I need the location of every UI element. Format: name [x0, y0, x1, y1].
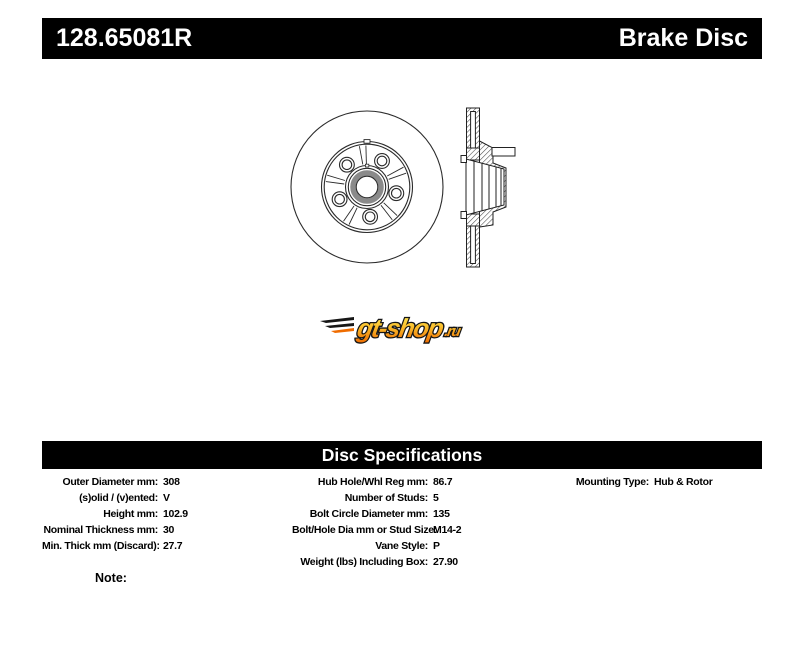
spec-row [42, 538, 292, 554]
spec-row [292, 490, 562, 506]
brake-disc-front-view-icon [291, 111, 443, 263]
spec-row [42, 490, 292, 506]
spec-label: Height mm: [103, 508, 158, 520]
spec-value: 86.7 [433, 476, 453, 488]
note-label: Note: [95, 571, 127, 585]
spec-label: Bolt Circle Diameter mm: [309, 508, 428, 520]
spec-row [292, 522, 562, 538]
header-bar [42, 18, 762, 59]
technical-drawing [280, 95, 540, 285]
spec-row [292, 474, 562, 490]
spec-value: 135 [433, 508, 450, 520]
product-type-title: Brake Disc [618, 24, 748, 52]
part-number: 128.65081R [56, 24, 193, 52]
spec-label: Mounting Type: [575, 476, 649, 488]
spec-label: Hub Hole/Whl Reg mm: [317, 476, 428, 488]
spec-row [42, 506, 292, 522]
spec-label: (s)olid / (v)ented: [79, 492, 158, 504]
spec-row [42, 522, 292, 538]
spec-value: P [433, 540, 440, 552]
brake-disc-side-view-icon [461, 108, 515, 267]
spec-value: 27.7 [163, 540, 183, 552]
spec-label: Bolt/Hole Dia mm or Stud Size: [292, 524, 438, 536]
speed-lines-icon [320, 317, 354, 333]
spec-section-header [42, 441, 762, 469]
spec-label: Min. Thick mm (Discard): [42, 540, 160, 552]
spec-value: V [163, 492, 170, 504]
spec-label: Weight (lbs) Including Box: [300, 556, 428, 568]
spec-table [42, 474, 762, 570]
watermark-text: gt-shop .ru [354, 313, 461, 343]
spec-row [562, 474, 762, 490]
spec-row [42, 474, 292, 490]
spec-label: Outer Diameter mm: [62, 476, 158, 488]
spec-value: 27.90 [433, 556, 458, 568]
spec-label: Number of Studs: [344, 492, 428, 504]
spec-row [292, 506, 562, 522]
spec-value: Hub & Rotor [654, 476, 713, 488]
spec-label: Nominal Thickness mm: [43, 524, 158, 536]
spec-value: 5 [433, 492, 439, 504]
spec-section-title: Disc Specifications [321, 444, 483, 465]
spec-column-mounting [562, 474, 762, 570]
spec-value: 30 [163, 524, 175, 536]
spec-value: 308 [163, 476, 180, 488]
spec-row [292, 538, 562, 554]
spec-label: Vane Style: [375, 540, 428, 552]
watermark-logo [318, 306, 482, 350]
spec-value: 102.9 [163, 508, 188, 520]
spec-value: M14-2 [433, 524, 462, 536]
spec-column-dimensions [42, 474, 292, 570]
spec-column-hub [292, 474, 562, 570]
spec-row [292, 554, 562, 570]
